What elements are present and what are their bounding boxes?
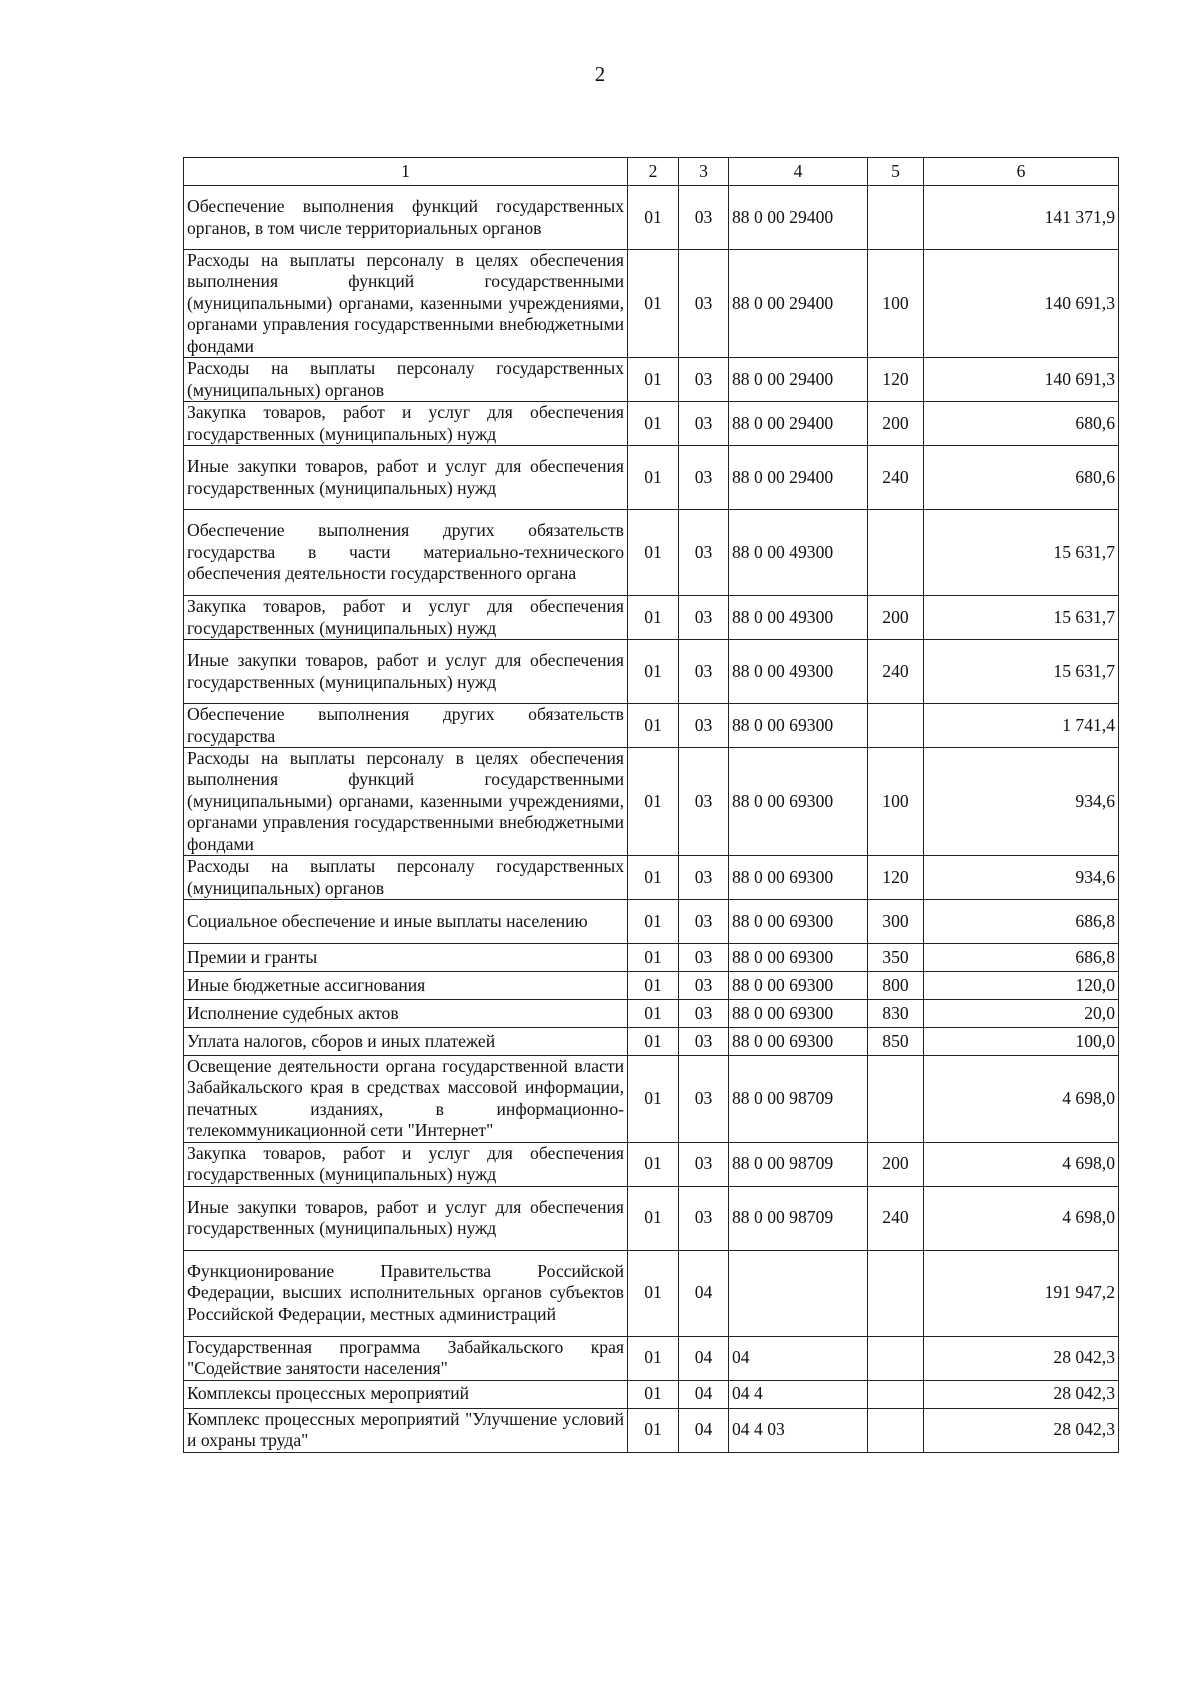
row-description: Социальное обеспечение и иные выплаты населению (184, 900, 628, 944)
row-section-code: 01 (628, 402, 679, 446)
row-subsection-code: 03 (679, 402, 729, 446)
row-target-article-code: 88 0 00 29400 (729, 402, 868, 446)
row-expense-type-code: 300 (868, 900, 924, 944)
row-target-article-code: 88 0 00 69300 (729, 1000, 868, 1028)
column-header-5: 5 (868, 158, 924, 186)
row-amount: 15 631,7 (924, 510, 1119, 596)
row-description: Освещение деятельности органа государственной власти Забайкальского края в средствах массовой информации, печатных изданиях, в информационно-телекоммуникационной сети "Интернет" (184, 1056, 628, 1143)
row-expense-type-code: 240 (868, 446, 924, 510)
row-section-code: 01 (628, 1028, 679, 1056)
row-amount: 100,0 (924, 1028, 1119, 1056)
table-row (184, 186, 1119, 250)
row-subsection-code: 04 (679, 1250, 729, 1336)
row-subsection-code: 03 (679, 1186, 729, 1250)
row-amount: 686,8 (924, 944, 1119, 972)
row-amount: 28 042,3 (924, 1336, 1119, 1380)
row-amount: 680,6 (924, 402, 1119, 446)
column-header-4: 4 (729, 158, 868, 186)
row-expense-type-code: 240 (868, 1186, 924, 1250)
row-section-code: 01 (628, 1142, 679, 1186)
row-description: Обеспечение выполнения функций государственных органов, в том числе территориальных органов (184, 186, 628, 250)
row-subsection-code: 03 (679, 510, 729, 596)
page-number: 2 (594, 62, 606, 86)
row-subsection-code: 03 (679, 446, 729, 510)
row-amount: 4 698,0 (924, 1056, 1119, 1143)
row-section-code: 01 (628, 900, 679, 944)
column-header-1: 1 (184, 158, 628, 186)
row-amount: 934,6 (924, 856, 1119, 900)
row-description: Премии и гранты (184, 944, 628, 972)
column-header-3: 3 (679, 158, 729, 186)
row-expense-type-code (868, 1380, 924, 1408)
row-section-code: 01 (628, 1380, 679, 1408)
row-target-article-code: 88 0 00 69300 (729, 1028, 868, 1056)
row-amount: 686,8 (924, 900, 1119, 944)
row-target-article-code: 88 0 00 49300 (729, 596, 868, 640)
row-subsection-code: 04 (679, 1380, 729, 1408)
row-description: Обеспечение выполнения других обязательств государства (184, 704, 628, 748)
row-expense-type-code: 200 (868, 596, 924, 640)
row-expense-type-code: 850 (868, 1028, 924, 1056)
row-section-code: 01 (628, 944, 679, 972)
row-target-article-code: 04 4 03 (729, 1408, 868, 1452)
row-expense-type-code (868, 510, 924, 596)
row-target-article-code: 04 4 (729, 1380, 868, 1408)
row-section-code: 01 (628, 748, 679, 856)
row-section-code: 01 (628, 1250, 679, 1336)
row-subsection-code: 03 (679, 1142, 729, 1186)
row-description: Функционирование Правительства Российской Федерации, высших исполнительных органов субъектов Российской Федерации, местных администраций (184, 1250, 628, 1336)
row-section-code: 01 (628, 1408, 679, 1452)
row-section-code: 01 (628, 704, 679, 748)
row-amount: 140 691,3 (924, 250, 1119, 358)
row-expense-type-code (868, 1408, 924, 1452)
row-section-code: 01 (628, 640, 679, 704)
row-expense-type-code: 100 (868, 250, 924, 358)
column-header-6: 6 (924, 158, 1119, 186)
row-subsection-code: 03 (679, 358, 729, 402)
row-expense-type-code (868, 1336, 924, 1380)
row-expense-type-code: 240 (868, 640, 924, 704)
row-subsection-code: 03 (679, 944, 729, 972)
row-subsection-code: 03 (679, 1000, 729, 1028)
row-expense-type-code: 800 (868, 972, 924, 1000)
table-row (184, 1000, 1119, 1028)
row-section-code: 01 (628, 186, 679, 250)
row-expense-type-code (868, 1056, 924, 1143)
row-description: Закупка товаров, работ и услуг для обеспечения государственных (муниципальных) нужд (184, 402, 628, 446)
row-subsection-code: 03 (679, 1056, 729, 1143)
table-row (184, 510, 1119, 596)
row-section-code: 01 (628, 596, 679, 640)
row-amount: 141 371,9 (924, 186, 1119, 250)
table-row (184, 1250, 1119, 1336)
table-row (184, 1056, 1119, 1143)
row-description: Иные бюджетные ассигнования (184, 972, 628, 1000)
row-amount: 4 698,0 (924, 1142, 1119, 1186)
table-row (184, 640, 1119, 704)
row-expense-type-code: 200 (868, 1142, 924, 1186)
row-description: Закупка товаров, работ и услуг для обеспечения государственных (муниципальных) нужд (184, 1142, 628, 1186)
row-expense-type-code: 100 (868, 748, 924, 856)
row-description: Обеспечение выполнения других обязательств государства в части материально-технического обеспечения деятельности государственного органа (184, 510, 628, 596)
row-section-code: 01 (628, 446, 679, 510)
row-section-code: 01 (628, 1000, 679, 1028)
row-target-article-code: 88 0 00 29400 (729, 186, 868, 250)
row-section-code: 01 (628, 250, 679, 358)
table-row (184, 704, 1119, 748)
table-row (184, 1336, 1119, 1380)
table-row (184, 596, 1119, 640)
row-section-code: 01 (628, 510, 679, 596)
table-row (184, 446, 1119, 510)
row-expense-type-code: 120 (868, 856, 924, 900)
row-target-article-code: 88 0 00 69300 (729, 704, 868, 748)
row-expense-type-code: 830 (868, 1000, 924, 1028)
row-target-article-code: 88 0 00 49300 (729, 510, 868, 596)
column-header-2: 2 (628, 158, 679, 186)
row-amount: 15 631,7 (924, 640, 1119, 704)
table-row (184, 1380, 1119, 1408)
row-target-article-code: 88 0 00 29400 (729, 250, 868, 358)
row-subsection-code: 03 (679, 186, 729, 250)
row-description: Иные закупки товаров, работ и услуг для обеспечения государственных (муниципальных) нужд (184, 446, 628, 510)
row-subsection-code: 03 (679, 704, 729, 748)
row-target-article-code: 04 (729, 1336, 868, 1380)
row-subsection-code: 03 (679, 596, 729, 640)
row-description: Комплекс процессных мероприятий "Улучшение условий и охраны труда" (184, 1408, 628, 1452)
row-subsection-code: 04 (679, 1408, 729, 1452)
table-row (184, 856, 1119, 900)
row-amount: 140 691,3 (924, 358, 1119, 402)
row-section-code: 01 (628, 856, 679, 900)
row-description: Иные закупки товаров, работ и услуг для обеспечения государственных (муниципальных) нужд (184, 640, 628, 704)
row-target-article-code: 88 0 00 69300 (729, 748, 868, 856)
table-row (184, 1186, 1119, 1250)
table-row (184, 1142, 1119, 1186)
row-subsection-code: 03 (679, 640, 729, 704)
row-amount: 1 741,4 (924, 704, 1119, 748)
row-description: Исполнение судебных актов (184, 1000, 628, 1028)
row-target-article-code: 88 0 00 29400 (729, 446, 868, 510)
row-description: Государственная программа Забайкальского края "Содействие занятости населения" (184, 1336, 628, 1380)
row-target-article-code: 88 0 00 69300 (729, 900, 868, 944)
table-row (184, 748, 1119, 856)
row-expense-type-code (868, 186, 924, 250)
row-target-article-code: 88 0 00 49300 (729, 640, 868, 704)
row-target-article-code (729, 1250, 868, 1336)
row-section-code: 01 (628, 1186, 679, 1250)
row-description: Уплата налогов, сборов и иных платежей (184, 1028, 628, 1056)
row-amount: 191 947,2 (924, 1250, 1119, 1336)
table-row (184, 972, 1119, 1000)
table-row (184, 1028, 1119, 1056)
row-description: Закупка товаров, работ и услуг для обеспечения государственных (муниципальных) нужд (184, 596, 628, 640)
table-row (184, 944, 1119, 972)
row-expense-type-code (868, 1250, 924, 1336)
row-expense-type-code: 120 (868, 358, 924, 402)
row-subsection-code: 03 (679, 250, 729, 358)
table-row (184, 900, 1119, 944)
row-expense-type-code: 200 (868, 402, 924, 446)
row-subsection-code: 03 (679, 748, 729, 856)
row-description: Расходы на выплаты персоналу государственных (муниципальных) органов (184, 856, 628, 900)
row-amount: 4 698,0 (924, 1186, 1119, 1250)
row-section-code: 01 (628, 358, 679, 402)
row-subsection-code: 03 (679, 856, 729, 900)
row-amount: 28 042,3 (924, 1408, 1119, 1452)
row-description: Расходы на выплаты персоналу в целях обеспечения выполнения функций государственными (муниципальными) органами, казенными учреждениями, органами управления государственными внебюджетными фондами (184, 748, 628, 856)
table-row (184, 402, 1119, 446)
row-target-article-code: 88 0 00 69300 (729, 972, 868, 1000)
row-subsection-code: 03 (679, 972, 729, 1000)
row-expense-type-code (868, 704, 924, 748)
row-subsection-code: 03 (679, 900, 729, 944)
row-expense-type-code: 350 (868, 944, 924, 972)
row-target-article-code: 88 0 00 69300 (729, 944, 868, 972)
row-amount: 28 042,3 (924, 1380, 1119, 1408)
table-row (184, 250, 1119, 358)
row-amount: 15 631,7 (924, 596, 1119, 640)
row-description: Расходы на выплаты персоналу в целях обеспечения выполнения функций государственными (муниципальными) органами, казенными учреждениями, органами управления государственными внебюджетными фондами (184, 250, 628, 358)
row-description: Расходы на выплаты персоналу государственных (муниципальных) органов (184, 358, 628, 402)
row-amount: 934,6 (924, 748, 1119, 856)
row-target-article-code: 88 0 00 29400 (729, 358, 868, 402)
row-target-article-code: 88 0 00 98709 (729, 1186, 868, 1250)
row-subsection-code: 03 (679, 1028, 729, 1056)
row-description: Иные закупки товаров, работ и услуг для обеспечения государственных (муниципальных) нужд (184, 1186, 628, 1250)
table-row (184, 1408, 1119, 1452)
row-target-article-code: 88 0 00 98709 (729, 1142, 868, 1186)
row-section-code: 01 (628, 972, 679, 1000)
row-target-article-code: 88 0 00 98709 (729, 1056, 868, 1143)
budget-table (183, 157, 1119, 1453)
row-subsection-code: 04 (679, 1336, 729, 1380)
row-target-article-code: 88 0 00 69300 (729, 856, 868, 900)
row-amount: 20,0 (924, 1000, 1119, 1028)
row-description: Комплексы процессных мероприятий (184, 1380, 628, 1408)
table-row (184, 358, 1119, 402)
table-header-row (184, 158, 1119, 186)
row-section-code: 01 (628, 1336, 679, 1380)
row-amount: 680,6 (924, 446, 1119, 510)
row-amount: 120,0 (924, 972, 1119, 1000)
row-section-code: 01 (628, 1056, 679, 1143)
